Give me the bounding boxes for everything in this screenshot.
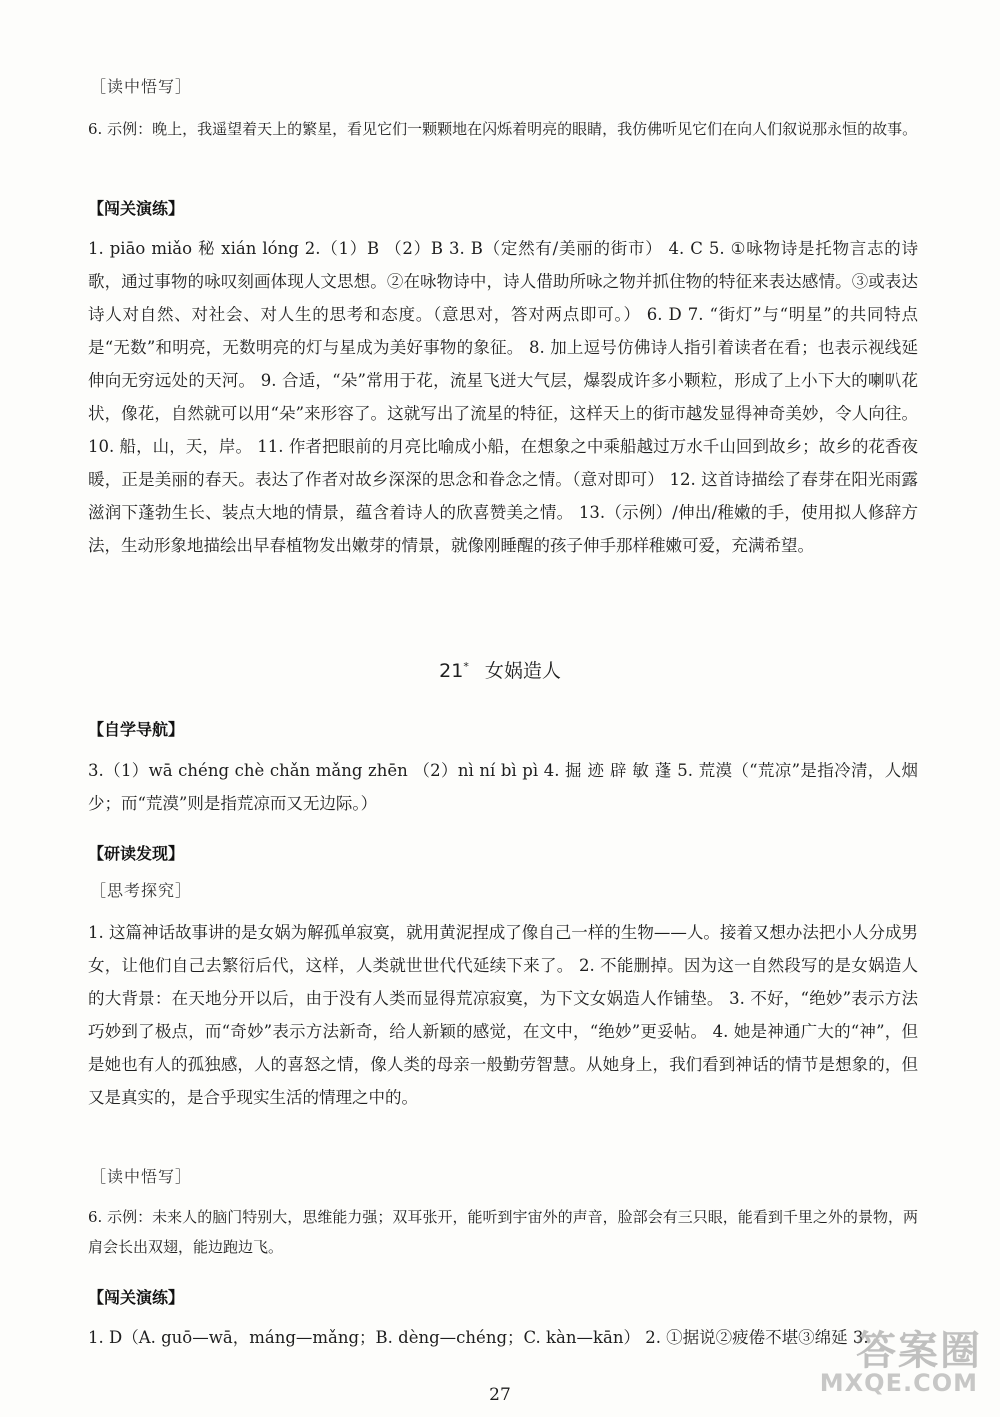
lesson-number: 21: [439, 660, 464, 682]
thinking-answers: 1. 这篇神话故事讲的是女娲为解孤单寂寞，就用黄泥捏成了像自己一样的生物——人。接着又想办法把小人分成男女，让他们自己去繁衍后代，这样，人类就世世代代延续下来了。 2. 不能删掉。因为这一自然段写的是女娲造人的大背景：在天地分开以后，由于没有人类而显得荒凉寂寞，为下文女娲造人作铺垫。 3. 不好，“绝妙”表示方法巧妙到了极点，而“奇妙”表示方法新奇，给人新颖的感觉，在文中，“绝妙”更妥帖。 4. 她是神通广大的“神”，但是她也有人的孤独感，人的喜怒之情，像人类的母亲一般勤劳智慧。从她身上，我们看到神话的情节是想象的，但又是真实的，是合乎现实生活的情理之中的。: [88, 923, 918, 1107]
watermark-url: MXQE.COM: [819, 1369, 978, 1397]
lesson-name: 女娲造人: [484, 660, 561, 682]
example-paragraph-2: 6. 示例：未来人的脑门特别大，思维能力强；双耳张开，能听到宇宙外的声音，脸部会有三只眼，能看到千里之外的景物，两肩会长出双翅，能边跑边飞。: [88, 1208, 918, 1256]
section-research: 【研读发现】: [88, 844, 185, 863]
section-self-study: 【自学导航】: [88, 720, 185, 739]
self-study-answers: 3.（1）wā chéng chè chǎn mǎng zhēn （2）nì ní bì pì 4. 掘 迹 辟 敏 蓬 5. 荒漠（“荒凉”是指冷清，人烟少；而“荒漠”则是指荒凉而又无边际。）: [88, 761, 918, 813]
section-practice: 【闯关演练】: [88, 199, 185, 218]
example-paragraph: 6. 示例：晚上，我遥望着天上的繁星，看见它们一颗颗地在闪烁着明亮的眼睛，我仿佛听见它们在向人们叙说那永恒的故事。: [88, 120, 918, 138]
page-number: 27: [489, 1385, 511, 1405]
section-read-write-2: ［读中悟写］: [90, 1167, 193, 1186]
watermark-logo: 答案圈: [856, 1328, 982, 1374]
section-thinking: ［思考探究］: [90, 881, 193, 900]
lesson-mark: *: [463, 659, 469, 673]
watermark: [782, 1319, 982, 1399]
practice-answers-2: 1. D（A. guō—wā，máng—mǎng；B. dèng—chéng；C. kàn—kān） 2. ①据说②疲倦不堪③绵延 3.: [88, 1328, 869, 1347]
practice-answers: 1. piāo miǎo 秘 xián lóng 2.（1）B （2）B 3. B（定然有/美丽的街市） 4. C 5. ①咏物诗是托物言志的诗歌，通过事物的咏叹刻画体现人文思想。②在咏物诗中，诗人借助所咏之物并抓住物的特征来表达感情。③或表达诗人对自然、对社会、对人生的思考和态度。（意思对，答对两点即可。） 6. D 7. “街灯”与“明星”的共同特点是“无数”和明亮，无数明亮的灯与星成为美好事物的象征。 8. 加上逗号仿佛诗人指引着读者在看；也表示视线延伸向无穷远处的天河。 9. 合适，“朵”常用于花，流星飞迸大气层，爆裂成许多小颗粒，形成了上小下大的喇叭花状，像花，自然就可以用“朵”来形容了。这就写出了流星的特征，这样天上的街市越发显得神奇美妙，令人向往。 10. 船，山，天，岸。 11. 作者把眼前的月亮比喻成小船，在想象之中乘船越过万水千山回到故乡；故乡的花香夜暖，正是美丽的春天。表达了作者对故乡深深的思念和眷念之情。（意对即可） 12. 这首诗描绘了春芽在阳光雨露滋润下蓬勃生长、装点大地的情景，蕴含着诗人的欣喜赞美之情。 13.（示例）/伸出/稚嫩的手，使用拟人修辞方法，生动形象地描绘出早春植物发出嫩芽的情景，就像刚睡醒的孩子伸手那样稚嫩可爱，充满希望。: [88, 239, 918, 555]
section-practice-2: 【闯关演练】: [88, 1288, 185, 1307]
section-read-write: ［读中悟写］: [90, 77, 193, 96]
lesson-title: [0, 656, 1000, 683]
